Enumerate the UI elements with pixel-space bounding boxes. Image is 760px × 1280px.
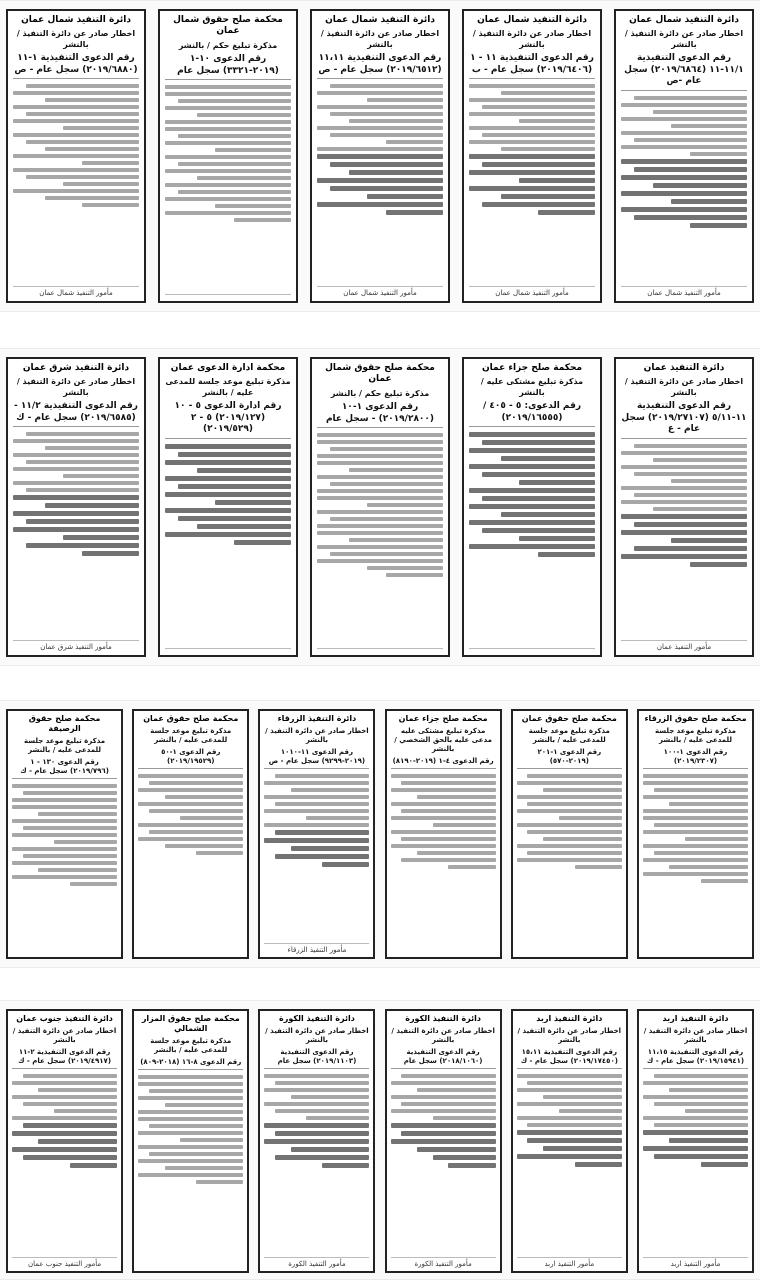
notice-heading: دائرة التنفيذ الكورة	[279, 1014, 355, 1023]
notice-body-text	[165, 83, 291, 291]
notice-card	[614, 357, 754, 657]
notice-body-text	[12, 782, 117, 954]
notice-heading: دائرة التنفيذ اربد	[662, 1014, 729, 1023]
notice-body-text	[264, 772, 369, 940]
notice-heading: محكمة صلح حقوق الرصيفة	[28, 714, 101, 733]
notice-card	[6, 9, 146, 303]
notices-strip-3	[0, 700, 760, 968]
notice-card	[6, 357, 146, 657]
notice-case-number: رقم الدعوى التنفيذية (٢٠١٩/١١٠٣) سجل عام	[264, 1048, 369, 1069]
notice-card	[132, 1009, 249, 1273]
notice-case-number: رقم الدعوى التنفيذية ١١/٢ - (٢٠١٩/٦٥٨٥) سجل عام - ك	[13, 401, 139, 427]
notice-card	[637, 1009, 754, 1273]
notice-body-text	[621, 94, 747, 283]
notice-body-text	[264, 1072, 369, 1254]
notice-body-text	[643, 1072, 748, 1254]
notice-case-number: رقم الدعوى: ٥ - ٤٠٥ / (٢٠١٩/١٦٥٥٥)	[469, 401, 595, 427]
notice-card	[614, 9, 754, 303]
notice-subheading: اخطار صادر عن دائرة التنفيذ / بالنشر	[624, 377, 744, 397]
notice-footer: مأمور التنفيذ الزرقاء	[264, 943, 369, 954]
notices-strip-2	[0, 348, 760, 666]
notice-body-text	[12, 1072, 117, 1254]
notice-subheading: مذكرة تبليغ حكم / بالنشر	[178, 40, 278, 50]
notice-case-number: رقم الدعوى ١-١٠٠ (٢٠١٩/٢٣٠٧)	[643, 748, 748, 769]
notice-card	[511, 1009, 628, 1273]
notice-heading: دائرة التنفيذ الزرقاء	[277, 714, 357, 723]
notice-case-number: رقم الدعوى التنفيذية ١١،١٥ (٢٠١٩/١٥٩٤١) سجل عام - ك	[643, 1048, 748, 1069]
notice-card	[6, 1009, 123, 1273]
notice-case-number: رقم ادارة الدعوى ٥ - ١٠ (٢٠١٩/١٢٧) ٥ - ٢ (٢٠١٩/٥٢٩)	[165, 401, 291, 439]
notice-footer: مأمور التنفيذ اربد	[517, 1257, 622, 1268]
notice-subheading: اخطار صادر عن دائرة التنفيذ / بالنشر	[16, 29, 136, 49]
notice-body-text	[517, 772, 622, 954]
notice-body-text	[317, 431, 443, 645]
notice-heading: محكمة صلح حقوق المزار الشمالي	[141, 1014, 240, 1033]
notice-heading: محكمة صلح جزاء عمان	[398, 714, 488, 723]
notice-card	[6, 709, 123, 959]
notice-heading: دائرة التنفيذ شرق عمان	[22, 363, 130, 373]
notice-footer	[469, 648, 595, 651]
notice-footer: مأمور التنفيذ الكورة	[391, 1257, 496, 1268]
notice-case-number: رقم الدعوى ١٣٠ - ١ (٢٠١٩/٧٩٦) سجل عام - ك	[12, 758, 117, 779]
notice-case-number: رقم الدعوى ١-١٠ (٢٠١٩/٢٨٠٠) - سجل عام	[317, 402, 443, 428]
notice-card	[462, 9, 602, 303]
notice-subheading: اخطار صادر عن دائرة التنفيذ / بالنشر	[624, 29, 744, 49]
notice-card	[158, 9, 298, 303]
notice-footer	[317, 648, 443, 651]
notice-heading: محكمة صلح حقوق عمان	[521, 714, 617, 723]
notice-card	[310, 9, 450, 303]
notices-strip-4	[0, 1000, 760, 1280]
notice-subheading: اخطار صادر عن دائرة التنفيذ / بالنشر	[16, 377, 136, 397]
notice-body-text	[469, 82, 595, 283]
notice-footer: مأمور التنفيذ شمال عمان	[621, 286, 747, 297]
notice-subheading: مذكرة تبليغ موعد جلسة للمدعى عليه / بالنشر	[150, 727, 232, 745]
notice-case-number: رقم الدعوى التنفيذية ١-١١ (٢٠١٩/٦٨٨٠) سجل عام - ص	[13, 53, 139, 79]
notice-footer: مأمور التنفيذ شمال عمان	[13, 286, 139, 297]
notice-heading: محكمة صلح جزاء عمان	[481, 363, 583, 373]
notice-case-number: رقم الدعوى ١-٥٠ (٢٠١٩/١٩٥٢٩)	[138, 748, 243, 769]
notice-subheading: اخطار صادر عن دائرة التنفيذ / بالنشر	[265, 1027, 369, 1045]
notice-heading: دائرة التنفيذ اربد	[536, 1014, 603, 1023]
notice-case-number: رقم الدعوى ٤-١ (٢٠١٩-٨١٩٠)	[391, 757, 496, 769]
notice-case-number: رقم الدعوى التنفيذية (٢٠١٨/١٠٦٠) سجل عام	[391, 1048, 496, 1069]
notice-heading: دائرة التنفيذ الكورة	[405, 1014, 482, 1023]
notice-subheading: اخطار صادر عن دائرة التنفيذ / بالنشر	[643, 1027, 748, 1045]
notice-heading: محكمة صلح حقوق الزرقاء	[644, 714, 747, 723]
notice-heading: دائرة التنفيذ عمان	[643, 363, 725, 373]
notice-card	[385, 709, 502, 959]
notice-body-text	[13, 82, 139, 283]
notice-body-text	[391, 1072, 496, 1254]
notice-subheading: مذكرة تبليغ موعد جلسة للمدعى عليه / بالنشر	[528, 727, 610, 745]
notice-heading: محكمة ادارة الدعوى عمان	[170, 363, 286, 373]
notice-card	[158, 357, 298, 657]
notice-case-number: رقم الدعوى التنفيذية ١١-٥/١١ (٢٠١٩/٢٧١٠٧) سجل عام - ع	[621, 401, 747, 439]
notice-subheading: اخطار صادر عن دائرة التنفيذ / بالنشر	[517, 1027, 622, 1045]
notice-body-text	[621, 442, 747, 637]
notice-subheading: مذكرة تبليغ حكم / بالنشر	[330, 388, 430, 398]
notice-case-number: رقم الدعوى ٨-١٦ (٢٠١٨-٨٠٩)	[138, 1058, 243, 1070]
notice-footer: مأمور التنفيذ شمال عمان	[469, 286, 595, 297]
notice-heading: محكمة صلح حقوق عمان	[143, 714, 239, 723]
notice-subheading: مذكرة تبليغ موعد جلسة للمدعى عليه / بالنشر	[24, 737, 106, 755]
notice-card	[258, 709, 375, 959]
notice-heading: دائرة التنفيذ جنوب عمان	[16, 1014, 113, 1023]
notice-subheading: اخطار صادر عن دائرة التنفيذ / بالنشر	[12, 1027, 117, 1045]
notice-card	[132, 709, 249, 959]
notice-case-number: رقم الدعوى التنفيذية ١١ - ١ (٢٠١٩/٦٤٠٦) سجل عام - ب	[469, 53, 595, 79]
notice-footer: مأمور التنفيذ الكورة	[264, 1257, 369, 1268]
notice-subheading: مذكرة تبليغ موعد جلسة للمدعى عليه / بالنشر	[150, 1037, 232, 1055]
notice-card	[637, 709, 754, 959]
notice-footer: مأمور التنفيذ اربد	[643, 1257, 748, 1268]
notice-card	[462, 357, 602, 657]
notice-body-text	[165, 442, 291, 645]
notice-card	[385, 1009, 502, 1273]
notice-heading: دائرة التنفيذ شمال عمان	[477, 15, 587, 25]
notice-case-number: رقم الدعوى ١٠-١ (٢٠١٩-٣٣٢١) سجل عام	[165, 54, 291, 80]
notice-heading: دائرة التنفيذ شمال عمان	[325, 15, 435, 25]
notice-case-number: رقم الدعوى التنفيذية ١١،١١ (٢٠١٩/٦٥١٢) سجل عام - ص	[317, 53, 443, 79]
notice-body-text	[13, 430, 139, 637]
notice-body-text	[517, 1072, 622, 1254]
notice-card	[258, 1009, 375, 1273]
notice-card	[310, 357, 450, 657]
notice-footer	[165, 648, 291, 651]
notice-footer: مأمور التنفيذ شمال عمان	[317, 286, 443, 297]
notice-subheading: مذكرة تبليغ مشتكى عليه مدعى عليه بالحق الشخصي / بالنشر	[394, 727, 492, 754]
notice-subheading: مذكرة تبليغ موعد جلسة للمدعى عليه / بالنشر	[165, 377, 291, 397]
notice-body-text	[391, 772, 496, 954]
notice-heading: محكمة صلح حقوق شمال عمان	[325, 363, 435, 385]
notice-subheading: مذكرة تبليغ موعد جلسة للمدعى عليه / بالنشر	[654, 727, 737, 745]
notices-strip-1	[0, 0, 760, 312]
notice-footer	[165, 294, 291, 297]
notice-case-number: رقم الدعوى ١١-١٠١٠ (٢٠١٩-٩٢٩٩) سجل عام - ص	[264, 748, 369, 769]
notice-body-text	[138, 772, 243, 954]
notice-footer: مأمور التنفيذ عمان	[621, 640, 747, 651]
notice-heading: دائرة التنفيذ شمال عمان	[629, 15, 739, 25]
notice-body-text	[469, 430, 595, 645]
notice-body-text	[138, 1073, 243, 1268]
notice-subheading: اخطار صادر عن دائرة التنفيذ / بالنشر	[320, 29, 440, 49]
notice-body-text	[643, 772, 748, 954]
notice-card	[511, 709, 628, 959]
notice-heading: محكمة صلح حقوق شمال عمان	[173, 15, 283, 37]
notice-subheading: مذكرة تبليغ مشتكى عليه / بالنشر	[480, 377, 584, 397]
notice-subheading: اخطار صادر عن دائرة التنفيذ / بالنشر	[265, 727, 369, 745]
notice-subheading: اخطار صادر عن دائرة التنفيذ / بالنشر	[472, 29, 592, 49]
notice-case-number: رقم الدعوى التنفيذية ١٥،١١ (٢٠١٩/١٧٤٥٠) سجل عام - ك	[517, 1048, 622, 1069]
notice-heading: دائرة التنفيذ شمال عمان	[21, 15, 131, 25]
notice-subheading: اخطار صادر عن دائرة التنفيذ / بالنشر	[391, 1027, 495, 1045]
notice-case-number: رقم الدعوى التنفيذية ٢-١١ (٢٠١٩/٤٩١٧) سجل عام - ك	[12, 1048, 117, 1069]
notice-case-number: رقم الدعوى التنفيذية ١١/١-١١ (٢٠١٩/٦٨٦٤) سجل عام -ص	[621, 53, 747, 91]
notice-body-text	[317, 82, 443, 283]
notice-case-number: رقم الدعوى ١-٢٠١ (٢٠١٩-٥٧٠)	[517, 748, 622, 769]
notice-footer: مأمور التنفيذ شرق عمان	[13, 640, 139, 651]
notice-footer: مأمور التنفيذ جنوب عمان	[12, 1257, 117, 1268]
